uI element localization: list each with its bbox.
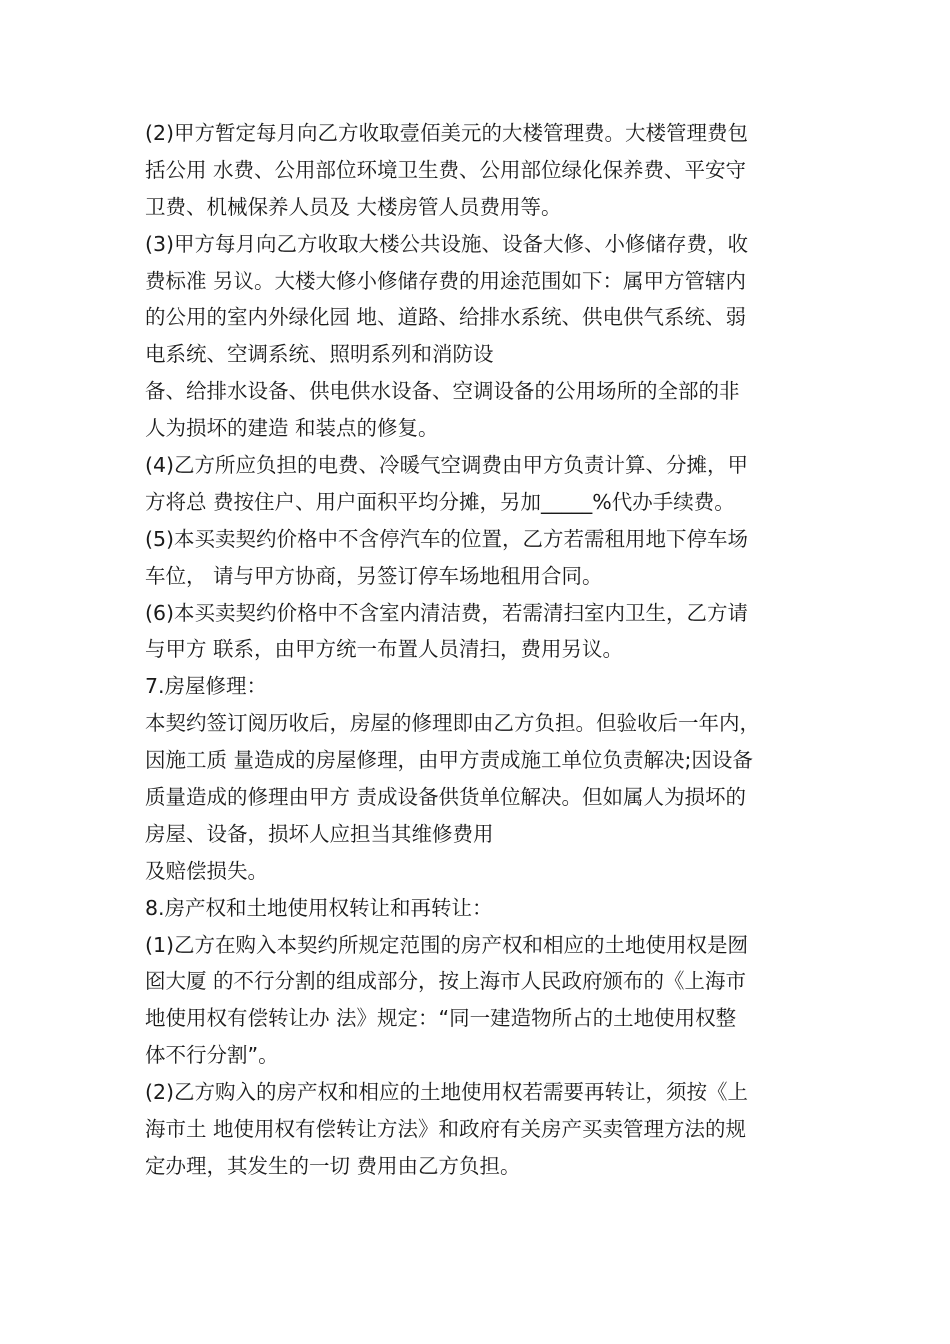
text-line: 车位， 请与甲方协商，另签订停车场地租用合同。 bbox=[145, 563, 603, 588]
text-line: 定办理，其发生的一切 费用由乙方负担。 bbox=[145, 1153, 521, 1178]
text-line: 本契约签订阅历收后，房屋的修理即由乙方负担。但验收后一年内， bbox=[145, 711, 760, 736]
text-line: 海市土 地使用权有偿转让方法》和政府有关房产买卖管理方法的规 bbox=[145, 1117, 747, 1142]
text-line: 质量造成的修理由甲方 责成设备供货单位解决。但如属人为损坏的 bbox=[145, 785, 747, 810]
text-line: 方将总 费按住户、用户面积平均分摊，另加_____%代办手续费。 bbox=[145, 489, 735, 514]
text-line: 备、给排水设备、供电供水设备、空调设备的公用场所的全部的非 bbox=[145, 379, 740, 404]
text-line: (3)甲方每月向乙方收取大楼公共设施、设备大修、小修储存费，收 bbox=[145, 231, 749, 256]
text-line: (4)乙方所应负担的电费、冷暖气空调费由甲方负责计算、分摊，甲 bbox=[145, 453, 749, 478]
text-line: 囵大厦 的不行分割的组成部分，按上海市人民政府颁布的《上海市 bbox=[145, 969, 747, 994]
text-line: 的公用的室内外绿化园 地、道路、给排水系统、供电供气系统、弱 bbox=[145, 305, 747, 330]
text-line: (2)甲方暂定每月向乙方收取壹佰美元的大楼管理费。大楼管理费包 bbox=[145, 121, 749, 145]
text-line: (2)乙方购入的房产权和相应的土地使用权若需要再转让，须按《上 bbox=[145, 1080, 749, 1105]
text-line: 费标准 另议。大楼大修小修储存费的用途范围如下：属甲方管辖内 bbox=[145, 268, 747, 293]
text-line: 及赔偿损失。 bbox=[145, 858, 268, 883]
text-line: (1)乙方在购入本契约所规定范围的房产权和相应的土地使用权是囫 bbox=[145, 932, 749, 957]
document-body bbox=[145, 115, 815, 1185]
text-line: 括公用 水费、公用部位环境卫生费、公用部位绿化保养费、平安守 bbox=[145, 157, 747, 182]
section-heading: 7.房屋修理： bbox=[145, 674, 268, 699]
text-line: 因施工质 量造成的房屋修理，由甲方责成施工单位负责解决;因设备 bbox=[145, 748, 753, 773]
text-line: (5)本买卖契约价格中不含停汽车的位置，乙方若需租用地下停车场 bbox=[145, 526, 749, 551]
text-line: 人为损坏的建造 和装点的修复。 bbox=[145, 416, 439, 441]
section-heading: 8.房产权和土地使用权转让和再转让： bbox=[145, 895, 493, 920]
text-line: 房屋、设备，损坏人应担当其维修费用 bbox=[145, 821, 494, 846]
text-line: 电系统、空调系统、照明系列和消防设 bbox=[145, 342, 494, 367]
text-line: 卫费、机械保养人员及 大楼房管人员费用等。 bbox=[145, 194, 562, 219]
text-line: 地使用权有偿转让办 法》规定：“同一建造物所占的土地使用权整 bbox=[145, 1006, 737, 1031]
text-line: (6)本买卖契约价格中不含室内清洁费，若需清扫室内卫生，乙方请 bbox=[145, 600, 749, 625]
text-line: 与甲方 联系，由甲方统一布置人员清扫，费用另议。 bbox=[145, 637, 624, 662]
text-line: 体不行分割”。 bbox=[145, 1043, 279, 1068]
